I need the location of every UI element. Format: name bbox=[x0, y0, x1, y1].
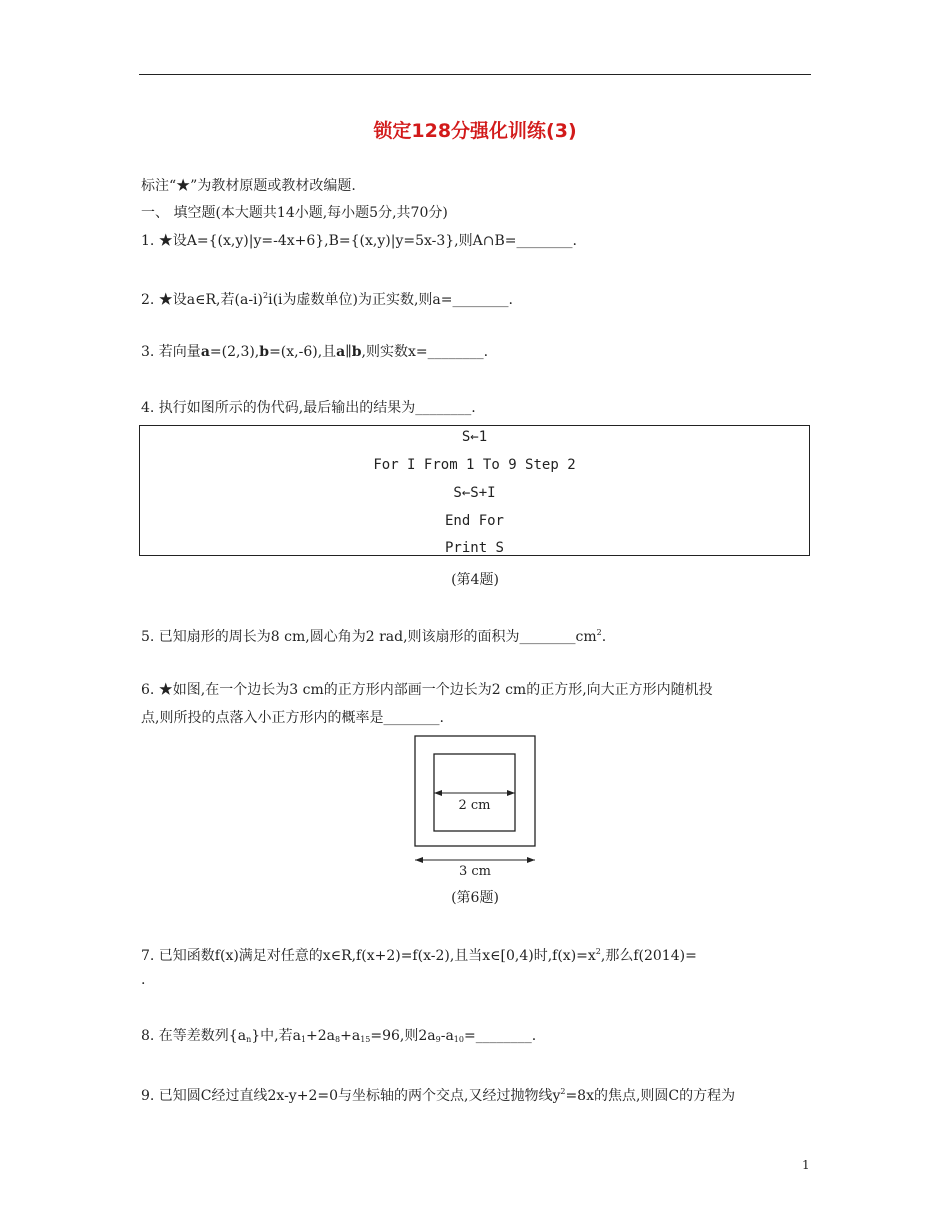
code-line: End For bbox=[444, 513, 504, 529]
outer-square bbox=[415, 736, 535, 846]
section-heading: 一、 填空题(本大题共14小题,每小题5分,共70分) bbox=[141, 205, 448, 221]
note-text: 标注“★”为教材原题或教材改编题. bbox=[141, 178, 356, 194]
question-7-line-2: . bbox=[141, 972, 146, 988]
arrow-right-icon bbox=[507, 790, 515, 796]
arrow-left-icon bbox=[415, 857, 423, 863]
code-line: S←1 bbox=[461, 429, 488, 445]
question-2: 2. ★设a∈R,若$(a-i)^2i(i$为虚数单位)为正实数,则a=________. bbox=[141, 291, 513, 308]
code-line: S←S+I bbox=[453, 485, 496, 501]
square-figure bbox=[414, 735, 538, 877]
question-5: 5. 已知扇形的周长为8 cm,圆心角为2 rad,则该扇形的面积为$\_\_\_\_\_\_\_\_cm^2$. bbox=[141, 628, 607, 645]
code-line: Print S bbox=[444, 540, 504, 556]
outer-label: 3 cm bbox=[458, 864, 492, 877]
page-title: 锁定128分强化训练(3) bbox=[373, 120, 577, 142]
question-8: 8. 在等差数列$\{a_n\}$中,若$a_1+2a_8+a_{15}=96$,则$2a_9-a_{10}=\_\_\_\_\_\_\_\_$. bbox=[141, 1028, 537, 1044]
arrow-left-icon bbox=[434, 790, 442, 796]
page-number: 1 bbox=[802, 1158, 810, 1172]
question-9: 9. 已知圆C经过直线2x-y+2=0与坐标轴的两个交点,又经过抛物线$y^2=8x$的焦点,则圆C的方程为 bbox=[141, 1087, 736, 1104]
question-1: 1. ★设A={(x,y)|y=-4x+6},B={(x,y)|y=5x-3},则A∩B=________. bbox=[141, 233, 577, 249]
arrow-right-icon bbox=[527, 857, 535, 863]
question-3: 3. 若向量a=(2,3),b=(x,-6),且a∥b,则实数x=________. bbox=[141, 344, 489, 360]
header-rule bbox=[139, 74, 811, 75]
question-4: 4. 执行如图所示的伪代码,最后输出的结果为________. bbox=[141, 400, 476, 416]
pseudocode-box bbox=[139, 425, 810, 556]
code-line: For I From 1 To 9 Step 2 bbox=[373, 457, 576, 473]
figure-6-caption: (第6题) bbox=[451, 890, 499, 906]
inner-label: 2 cm bbox=[458, 798, 491, 813]
question-6-line-1: 6. ★如图,在一个边长为3 cm的正方形内部画一个边长为2 cm的正方形,向大正方形内随机投 bbox=[141, 682, 713, 698]
question-6-line-2: 点,则所投的点落入小正方形内的概率是________. bbox=[141, 710, 444, 726]
question-7-line-1: 7. 已知函数f(x)满足对任意的x∈R,f(x+2)=f(x-2),且当x∈[0,4)时$,f(x)=x^2$,那么f(2014)= bbox=[141, 947, 697, 964]
figure-4-caption: (第4题) bbox=[451, 572, 499, 588]
